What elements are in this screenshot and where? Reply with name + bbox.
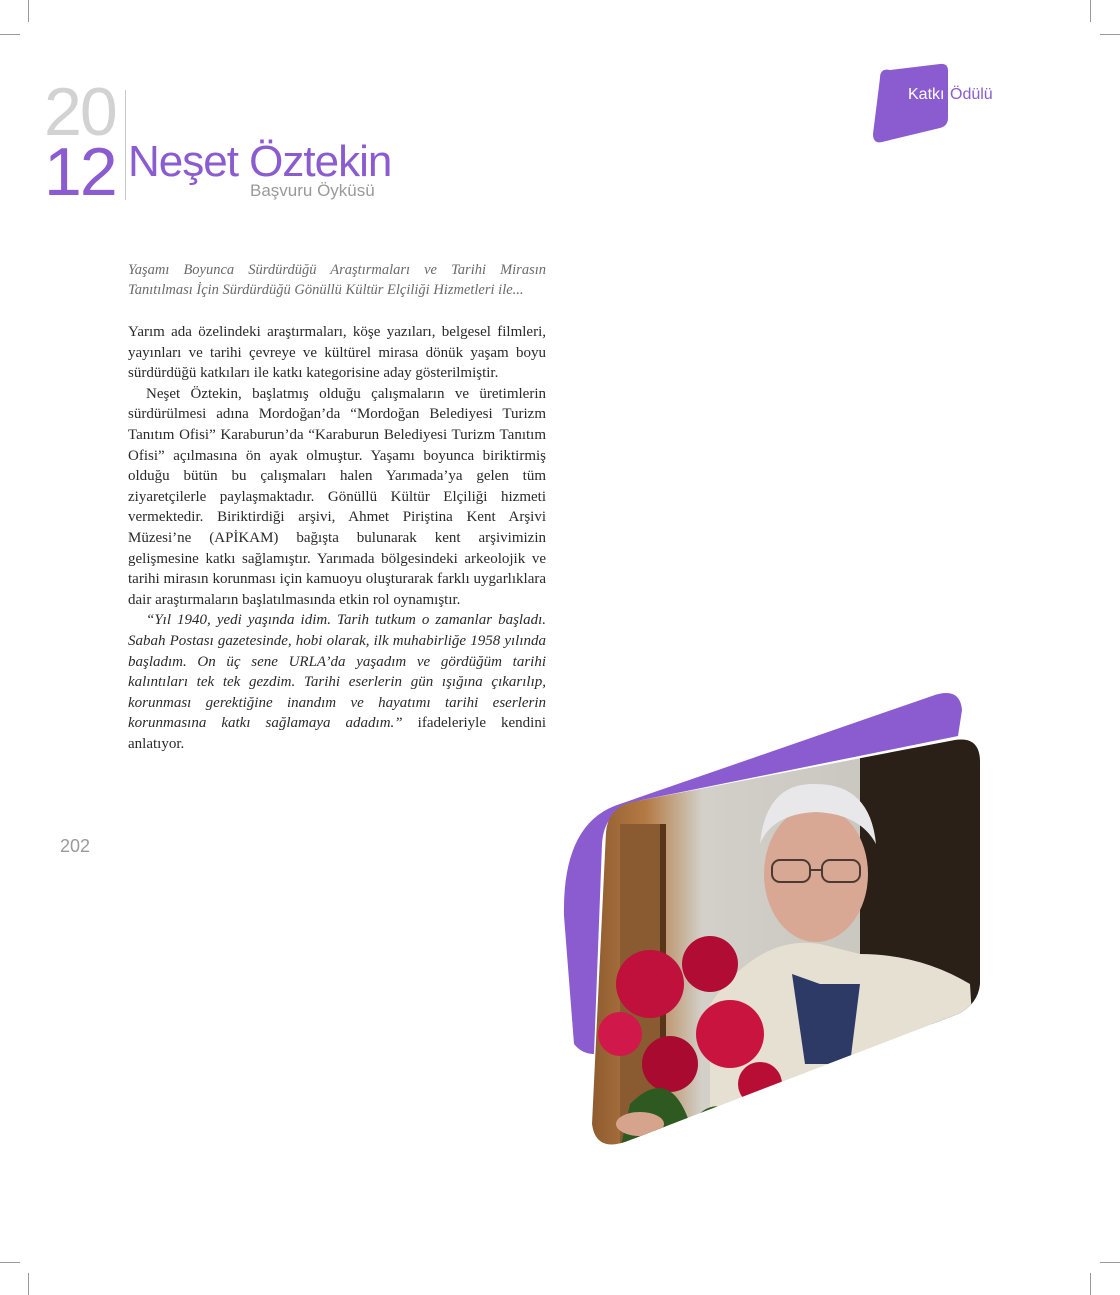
body-text [128,322,546,754]
crop-mark [0,34,20,35]
quote-paragraph [128,610,546,754]
year-bottom: 12 [44,134,116,210]
page-title: Neşet Öztekin [128,137,392,186]
tag-word-odulu: Ödülü [950,86,993,103]
year-top: 20 [44,74,116,150]
crop-mark [1090,0,1091,22]
body-paragraph: Neşet Öztekin, başlatmış olduğu çalışmaların ve üretimlerin sürdürülmesi adına Mordoğan’da “Mordoğan Belediyesi Turizm Tanıtım Ofisi” Karaburun’da “Karaburun Belediyesi Turizm Tanıtım Ofisi” açılmasına ön ayak olmuştur. Yaşamı boyunca biriktirmiş olduğu bütün bu çalışmaları halen Yarımada’ya gelen tüm ziyaretçilerle paylaşmaktadır. Gönüllü Kültür Elçiliği hizmeti vermektedir. Biriktirdiği arşivi, Ahmet Piriştina Kent Arşivi Müzesi’ne (APİKAM) bağışta bulunarak kent arşivimizin gelişmesine katkı sağlamıştır. Yarımada bölgesindeki arkeolojik ve tarihi mirasın korunması için kamuoyu oluşturarak farklı uygarlıklara dair araştırmaların başlatılmasında etkin rol oynamıştır. [128,385,546,608]
lead-paragraph: Yaşamı Boyunca Sürdürdüğü Araştırmaları ve Tarihi Mirasın Tanıtılması İçin Sürdürdüğü Gönüllü Kültür Elçiliği Hizmetleri ile... [128,262,546,298]
year-divider [125,90,126,200]
crop-mark [1090,1273,1091,1295]
category-tag [872,62,1002,144]
page-number: 202 [60,836,91,856]
crop-mark [0,1262,20,1263]
portrait-photo [560,684,990,1150]
quote-suffix: ifadeleriyle kendini anlatıyor. [128,715,546,752]
crop-mark [1100,34,1120,35]
page-subtitle: Başvuru Öyküsü [250,181,375,200]
tag-word-katki: Katkı [908,86,945,103]
crop-mark [28,0,29,22]
body-paragraph: Yarım ada özelindeki araştırmaları, köşe yazıları, belgesel filmleri, yayınları ve tarihi çevreye ve kültürel mirasa dönük yaşam boyu sürdürdüğü katkıları ile katkı kategorisine aday gösterilmiştir. [128,324,546,382]
crop-mark [1100,1262,1120,1263]
crop-mark [28,1273,29,1295]
quote-text: “Yıl 1940, yedi yaşında idim. Tarih tutkum o zamanlar başladı. Sabah Postası gazetesinde, hobi olarak, ilk muhabirliğe 1958 yılında başladım. On üç sene URLA’da yaşadım ve gördüğüm tarihi kalıntıları tek tek gezdim. Tarihi eserlerin gün ışığına çıkarılıp, korunması gerektiğine inandım ve hayatımı tarihi eserlerin korunmasına katkı sağlamaya adadım.” [128,612,546,732]
